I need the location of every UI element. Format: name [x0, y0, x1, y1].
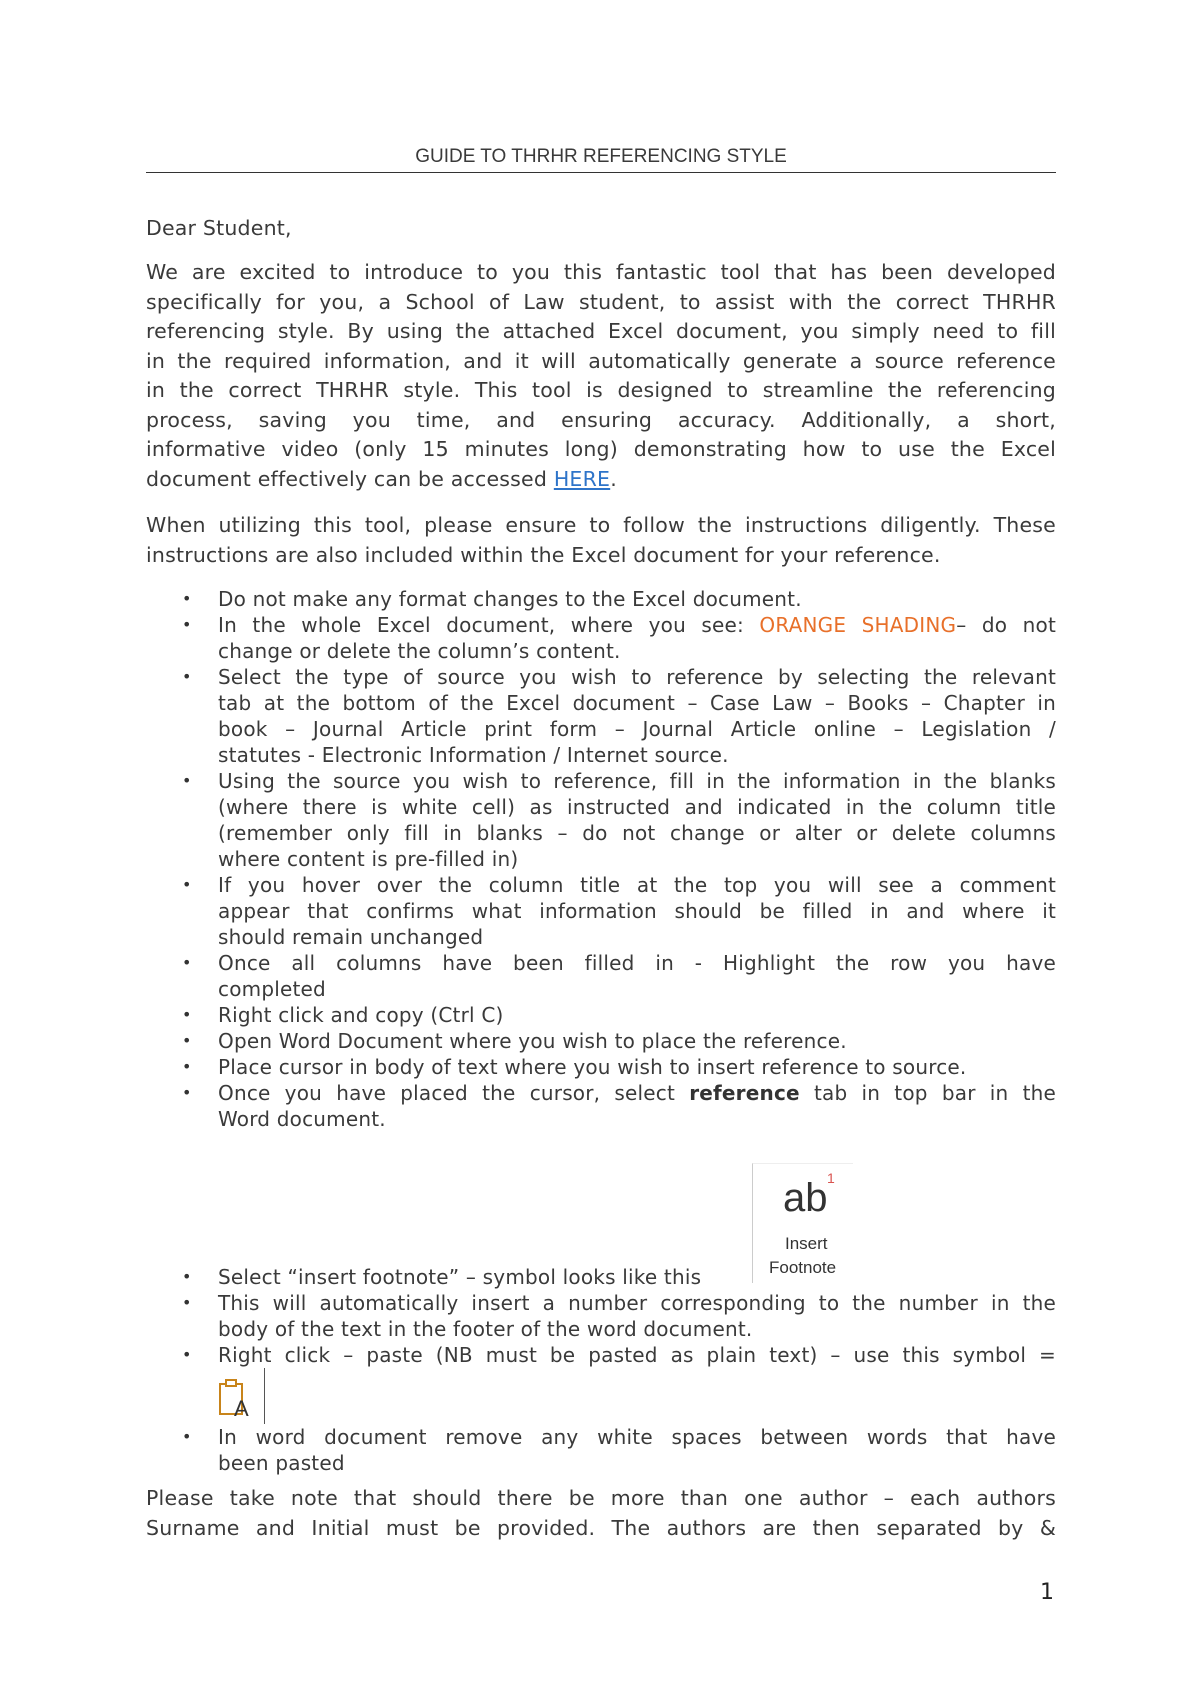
list-item: • Right click and copy (Ctrl C)	[182, 1003, 504, 1027]
list-item: • Select “insert footnote” – symbol looks like this	[182, 1265, 702, 1289]
list-item: • Once all columns have been filled in - Highlight the row you have completed	[182, 951, 1056, 1001]
list-item: • If you hover over the column title at the top you will see a comment appear that confirms what information should be filled in and where it should remain unchanged	[182, 873, 1056, 949]
page-header	[146, 146, 1056, 173]
insert-footnote-icon: ab 1 Insert Footnote	[752, 1163, 853, 1283]
intro-paragraph: We are excited to introduce to you this fantastic tool that has been developed specifically for you, a School of Law student, to assist with the correct THRHR referencing style. By using the attached Excel document, you simply need to fill in the required information, and it will automatically generate a source reference in the correct THRHR style. This tool is designed to streamline the referencing process, saving you time, and ensuring accuracy. Additionally, a short, informative video (only 15 minutes long) demonstrating how to use the Excel document effectively can be accessed HERE.	[146, 260, 1056, 491]
page-number: 1	[1040, 1580, 1054, 1605]
orange-shading-label: ORANGE SHADING	[759, 613, 957, 637]
svg-text:A: A	[234, 1396, 249, 1421]
list-item: • Do not make any format changes to the Excel document.	[182, 587, 802, 611]
reference-tab-label: reference	[689, 1081, 800, 1105]
list-item: • Open Word Document where you wish to place the reference.	[182, 1029, 847, 1053]
document-title: GUIDE TO THRHR REFERENCING STYLE	[415, 146, 787, 167]
list-item: • This will automatically insert a number corresponding to the number in the body of the text in the footer of the word document.	[182, 1291, 1056, 1341]
paste-text-only-icon	[218, 1368, 265, 1424]
instructions-list	[146, 586, 1056, 1476]
video-link[interactable]: HERE	[553, 466, 611, 491]
list-item: • In word document remove any white spaces between words that have been pasted	[182, 1425, 1056, 1475]
clipboard-icon	[218, 1368, 258, 1422]
list-item: • Once you have placed the cursor, select reference tab in top bar in the Word document.	[182, 1081, 1057, 1131]
list-item: • In the whole Excel document, where you see: ORANGE SHADING– do not change or delete the column’s content.	[182, 613, 1056, 663]
closing-paragraph: Please take note that should there be more than one author – each authors Surname and Initial must be provided. The authors are then separated by &	[146, 1486, 1056, 1540]
list-item: • Place cursor in body of text where you wish to insert reference to source.	[182, 1055, 967, 1079]
list-item: • Using the source you wish to reference, fill in the information in the blanks (where there is white cell) as instructed and indicated in the column title (remember only fill in blanks – do not change or alter or delete columns where content is pre-filled in)	[182, 769, 1056, 871]
salutation: Dear Student,	[146, 216, 292, 240]
list-item: • Select the type of source you wish to reference by selecting the relevant tab at the bottom of the Excel document – Case Law – Books – Chapter in book – Journal Article print form – Journal Article online – Legislation / statutes - Electronic Information / Internet source.	[182, 665, 1056, 767]
list-item: • Right click – paste (NB must be pasted as plain text) – use this symbol =	[182, 1343, 1056, 1367]
instructions-intro-paragraph: When utilizing this tool, please ensure to follow the instructions diligently. These instructions are also included within the Excel document for your reference.	[146, 513, 1056, 567]
